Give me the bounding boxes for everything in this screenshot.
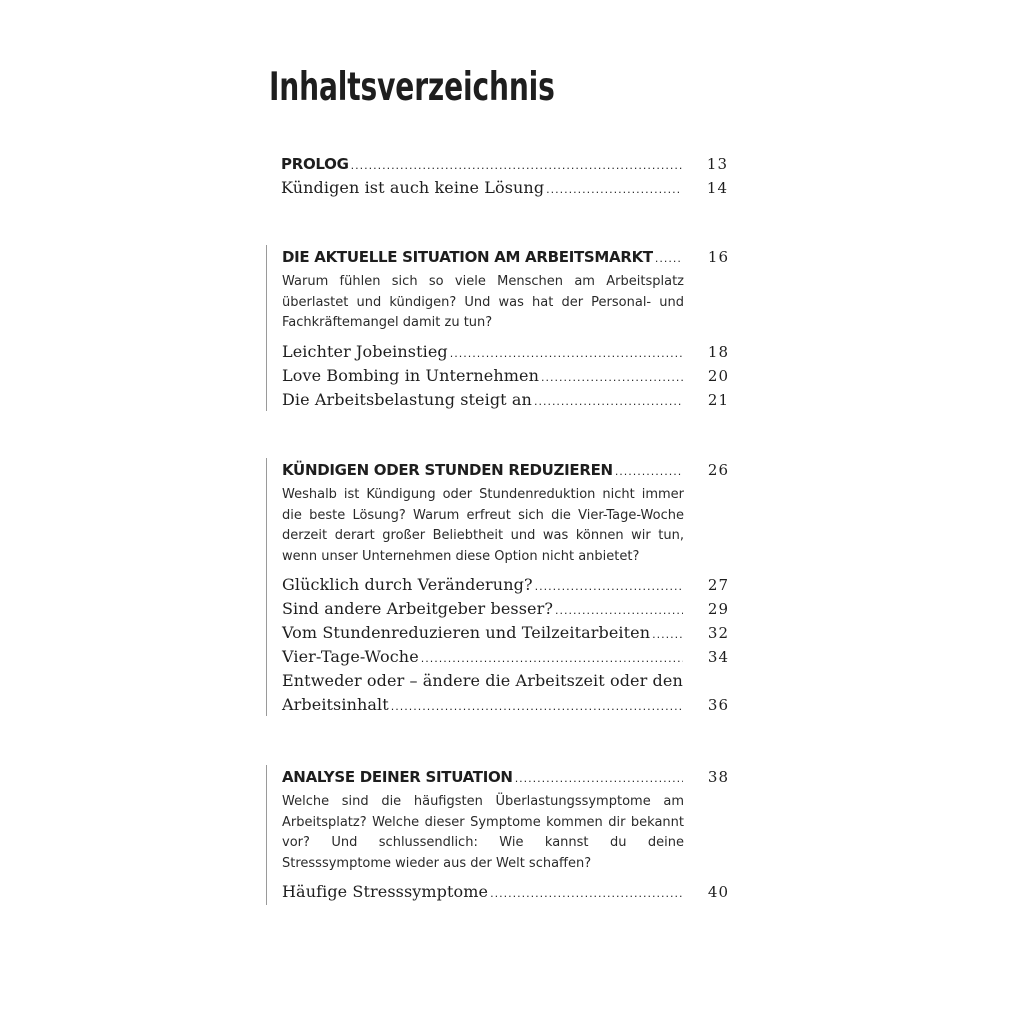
chapter-description: Welche sind die häufigsten Überlastungssymptome am Arbeitsplatz? Welche dieser Symptome kommen dir bekannt vor? Und schlussendlich: Wie kannst du deine Stresssymptome wieder aus der Welt schaffen? [282, 794, 684, 871]
page-number: 32 [707, 624, 729, 642]
toc-entry-label: Vom Stundenreduzieren und Teilzeitarbeiten [282, 623, 651, 642]
toc-entry[interactable] [266, 176, 728, 200]
page-number: 14 [706, 179, 728, 197]
leader-dots [421, 647, 683, 669]
leader-dots [555, 599, 683, 621]
leader-dots [515, 767, 683, 789]
toc-heading-chapter-2[interactable] [267, 458, 729, 482]
toc-section-chapter-3 [266, 765, 729, 905]
toc-entry-label: Glücklich durch Veränderung? [282, 575, 533, 594]
page-title: Inhaltsverzeichnis [269, 65, 555, 110]
toc-entry[interactable] [267, 880, 729, 904]
toc-heading-label: ANALYSE DEINER SITUATION [282, 768, 513, 786]
leader-dots [450, 342, 683, 364]
toc-entry[interactable] [267, 597, 729, 621]
toc-section-chapter-1 [266, 245, 729, 411]
toc-entry-label: Leichter Jobeinstieg [282, 341, 448, 361]
toc-section-chapter-2 [266, 458, 729, 716]
toc-entry[interactable] [267, 693, 729, 717]
leader-dots [535, 575, 683, 597]
leader-dots [655, 247, 683, 269]
toc-entry-label: Kündigen ist auch keine Lösung [281, 178, 545, 197]
page-number: 38 [707, 768, 729, 786]
toc-heading-chapter-3[interactable] [267, 765, 729, 789]
toc-entry-label: Häufige Stresssymptome [282, 882, 489, 901]
leader-dots [490, 882, 683, 904]
toc-section-prolog [266, 152, 728, 200]
toc-heading-label: KÜNDIGEN ODER STUNDEN REDUZIEREN [282, 461, 613, 479]
page-number: 21 [707, 390, 729, 409]
toc-entry[interactable] [267, 340, 729, 364]
page-number: 18 [707, 342, 729, 361]
leader-dots [615, 460, 683, 482]
leader-dots [534, 390, 683, 412]
toc-heading-label: PROLOG [281, 155, 349, 173]
page-number: 27 [707, 576, 729, 594]
toc-entry[interactable] [267, 364, 729, 388]
chapter-description: Weshalb ist Kündigung oder Stundenreduktion nicht immer die beste Lösung? Warum erfreut sich die Vier-Tage-Woche derzeit derart großer Beliebtheit und was können wir tun, wenn unser Unternehmen diese Option nicht anbietet? [282, 487, 684, 564]
toc-entry[interactable] [267, 573, 729, 597]
chapter-description: Warum fühlen sich so viele Menschen am Arbeitsplatz überlastet und kündigen? Und was hat der Personal- und Fachkräftemangel damit zu tun? [282, 274, 684, 330]
page-number: 26 [707, 461, 729, 479]
toc-entry-label: Entweder oder – ändere die Arbeitszeit oder den [282, 671, 683, 690]
leader-dots [541, 366, 683, 388]
leader-dots [351, 154, 682, 176]
toc-entry-label: Die Arbeitsbelastung steigt an [282, 389, 532, 409]
toc-entry[interactable] [267, 645, 729, 669]
page-number: 16 [707, 248, 729, 266]
leader-dots [652, 623, 683, 645]
toc-entry[interactable] [267, 388, 729, 412]
toc-entry-label: Sind andere Arbeitgeber besser? [282, 599, 554, 618]
toc-heading-chapter-1[interactable] [267, 245, 729, 269]
page-number: 29 [707, 600, 729, 618]
toc-entry[interactable] [267, 621, 729, 645]
page-number: 36 [707, 696, 729, 714]
toc-entry-label: Arbeitsinhalt [282, 695, 389, 714]
page-number: 13 [706, 155, 728, 173]
toc-heading-prolog[interactable] [266, 152, 728, 176]
leader-dots [391, 695, 683, 717]
toc-entry-line[interactable] [267, 669, 729, 693]
toc-heading-label: DIE AKTUELLE SITUATION AM ARBEITSMARKT [282, 248, 653, 266]
leader-dots [546, 178, 682, 200]
page-number: 20 [707, 366, 729, 385]
toc-entry-label: Vier-Tage-Woche [282, 647, 419, 666]
page-number: 40 [707, 883, 729, 901]
page-number: 34 [707, 648, 729, 666]
toc-entry-label: Love Bombing in Unternehmen [282, 365, 539, 385]
